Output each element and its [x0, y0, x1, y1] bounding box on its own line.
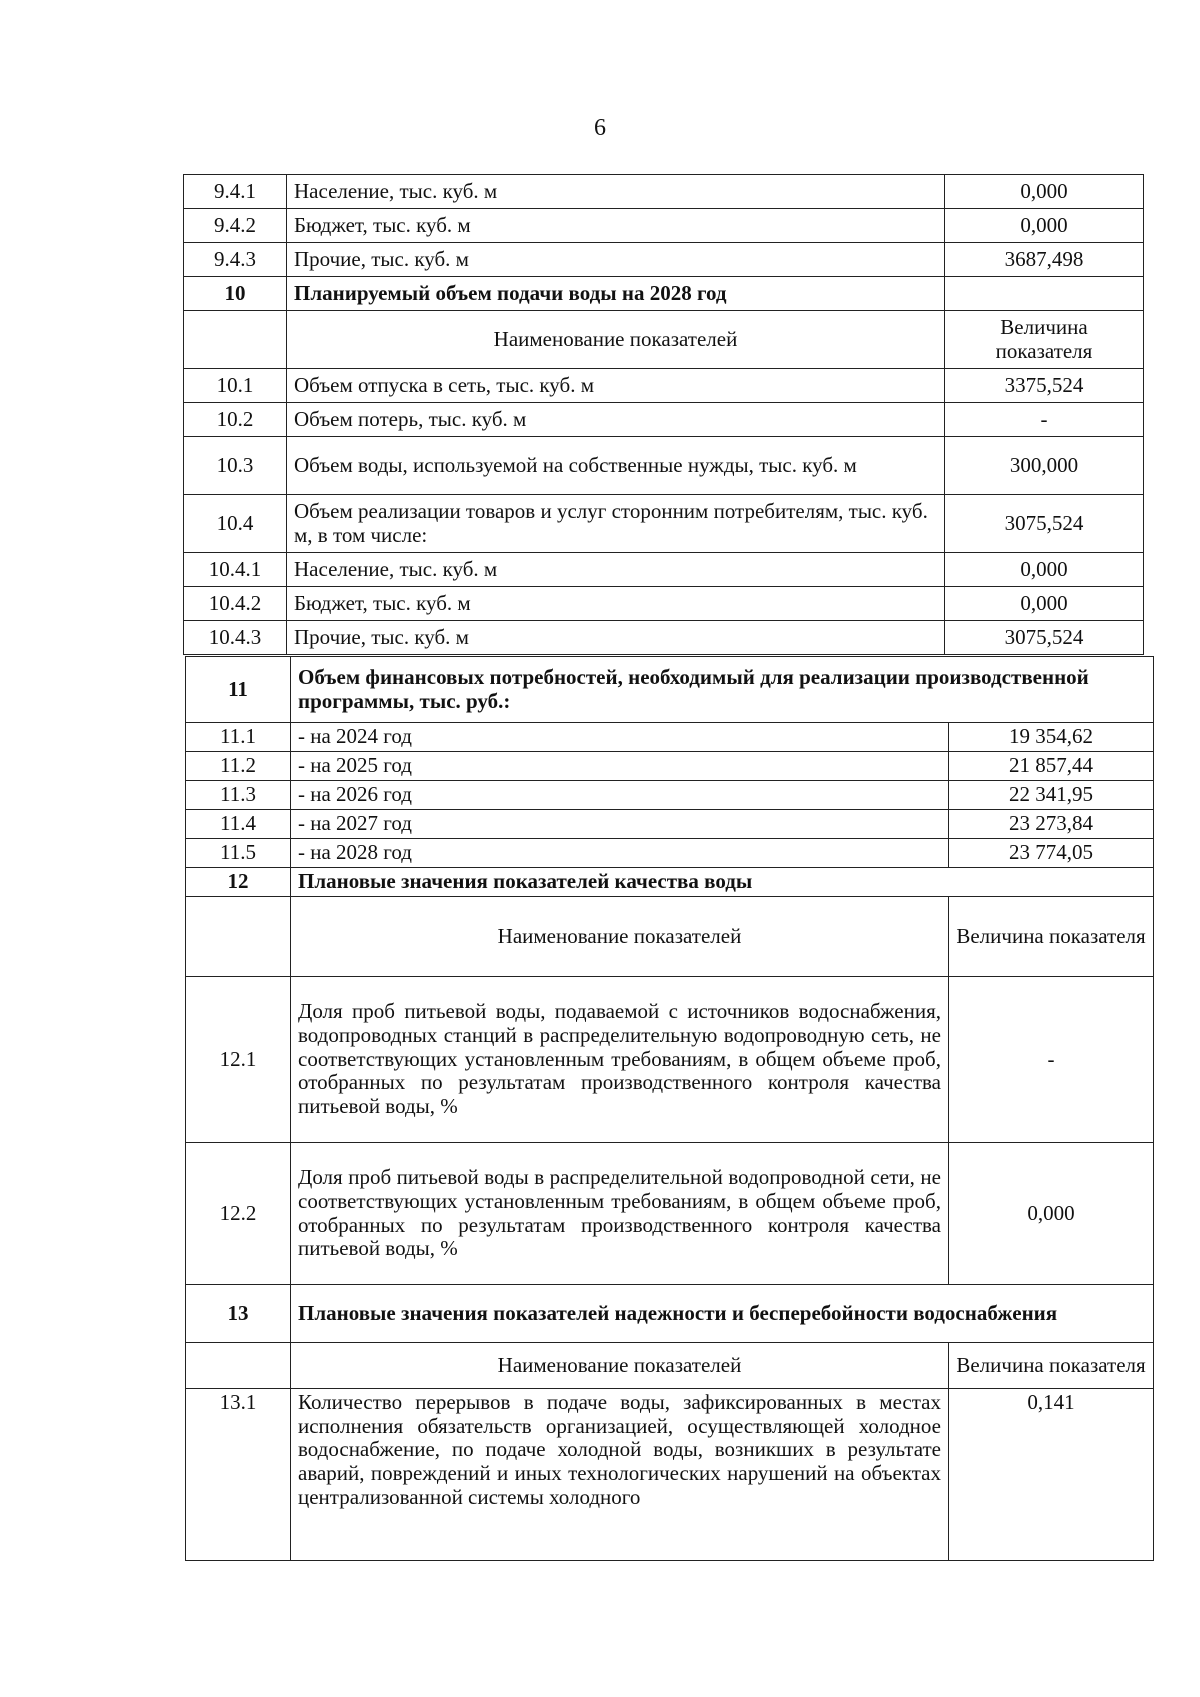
row-number: 10.2: [184, 403, 287, 437]
table-row: [184, 437, 1144, 495]
row-number: 12.2: [186, 1143, 291, 1285]
row-number: 11.4: [186, 810, 291, 839]
section-row: [186, 1285, 1154, 1343]
row-number: 11.2: [186, 752, 291, 781]
table-row: [184, 175, 1144, 209]
section-row: [186, 868, 1154, 897]
table-row: [184, 553, 1144, 587]
header-value: Величина показателя: [949, 897, 1154, 977]
row-name: Население, тыс. куб. м: [287, 553, 945, 587]
row-value: 0,000: [945, 209, 1144, 243]
header-number-empty: [186, 897, 291, 977]
header-name: Наименование показателей: [291, 1343, 949, 1389]
row-number: 10.4.3: [184, 621, 287, 655]
row-value: 0,141: [949, 1389, 1154, 1561]
row-value: 0,000: [945, 587, 1144, 621]
row-name: - на 2028 год: [291, 839, 949, 868]
row-value: 3075,524: [945, 495, 1144, 553]
header-row: [186, 897, 1154, 977]
page-number: 6: [594, 115, 606, 141]
header-number-empty: [186, 1343, 291, 1389]
table-row: [186, 977, 1154, 1143]
row-number: 9.4.3: [184, 243, 287, 277]
row-value: 0,000: [945, 553, 1144, 587]
table-row: [184, 369, 1144, 403]
row-value: 22 341,95: [949, 781, 1154, 810]
row-name: Доля проб питьевой воды, подаваемой с источников водоснабжения, водопроводных станций в распределительную водопроводную сеть, не соответствующих установленным требованиям, в общем объеме проб, отобранных по результатам производственного контроля качества питьевой воды, %: [291, 977, 949, 1143]
row-number: 13.1: [186, 1389, 291, 1561]
table-row: [186, 1143, 1154, 1285]
section-row: [184, 277, 1144, 311]
section-value-empty: [945, 277, 1144, 311]
section-title: Плановые значения показателей качества воды: [291, 868, 1154, 897]
row-number: 10.4: [184, 495, 287, 553]
row-value: 300,000: [945, 437, 1144, 495]
row-number: 12.1: [186, 977, 291, 1143]
table-row: [184, 587, 1144, 621]
row-value: 3075,524: [945, 621, 1144, 655]
table-row: [184, 243, 1144, 277]
row-number: 9.4.2: [184, 209, 287, 243]
header-value: Величина показателя: [945, 311, 1144, 369]
row-number: 10.4.1: [184, 553, 287, 587]
row-value: 19 354,62: [949, 723, 1154, 752]
row-value: 0,000: [945, 175, 1144, 209]
row-value: -: [945, 403, 1144, 437]
table-row: [186, 752, 1154, 781]
table-row: [184, 621, 1144, 655]
row-name: Объем воды, используемой на собственные нужды, тыс. куб. м: [287, 437, 945, 495]
row-name: - на 2025 год: [291, 752, 949, 781]
row-number: 10.1: [184, 369, 287, 403]
row-value: -: [949, 977, 1154, 1143]
row-name: - на 2026 год: [291, 781, 949, 810]
section-title: Планируемый объем подачи воды на 2028 год: [287, 277, 945, 311]
section-number: 10: [184, 277, 287, 311]
header-value: Величина показателя: [949, 1343, 1154, 1389]
indicators-table-lower: [185, 656, 1154, 1561]
row-value: 23 774,05: [949, 839, 1154, 868]
row-number: 10.4.2: [184, 587, 287, 621]
table-row: [186, 723, 1154, 752]
row-value: 3375,524: [945, 369, 1144, 403]
indicators-table-upper: [183, 174, 1144, 655]
row-number: 11.1: [186, 723, 291, 752]
table-row: [186, 839, 1154, 868]
row-name: Доля проб питьевой воды в распределительной водопроводной сети, не соответствующих установленным требованиям, в общем объеме проб, отобранных по результатам производственного контроля качества питьевой воды, %: [291, 1143, 949, 1285]
section-number: 11: [186, 657, 291, 723]
section-number: 13: [186, 1285, 291, 1343]
row-number: 11.5: [186, 839, 291, 868]
row-name: Количество перерывов в подаче воды, зафиксированных в местах исполнения обязательств организацией, осуществляющей холодное водоснабжение, по подаче холодной воды, возникших в результате аварий, повреждений и иных технологических нарушений на объектах централизованной системы холодного: [291, 1389, 949, 1561]
section-title: Объем финансовых потребностей, необходимый для реализации производственной программы, тыс. руб.:: [291, 657, 1154, 723]
header-row: [186, 1343, 1154, 1389]
header-number-empty: [184, 311, 287, 369]
section-title: Плановые значения показателей надежности и бесперебойности водоснабжения: [291, 1285, 1154, 1343]
header-name: Наименование показателей: [287, 311, 945, 369]
row-value: 21 857,44: [949, 752, 1154, 781]
row-name: Прочие, тыс. куб. м: [287, 621, 945, 655]
row-name: - на 2027 год: [291, 810, 949, 839]
row-name: - на 2024 год: [291, 723, 949, 752]
row-name: Бюджет, тыс. куб. м: [287, 587, 945, 621]
row-name: Объем отпуска в сеть, тыс. куб. м: [287, 369, 945, 403]
row-number: 10.3: [184, 437, 287, 495]
section-row: [186, 657, 1154, 723]
row-value: 3687,498: [945, 243, 1144, 277]
row-value: 0,000: [949, 1143, 1154, 1285]
row-value: 23 273,84: [949, 810, 1154, 839]
header-name: Наименование показателей: [291, 897, 949, 977]
row-name: Прочие, тыс. куб. м: [287, 243, 945, 277]
table-row: [186, 810, 1154, 839]
table-row: [184, 209, 1144, 243]
table-row: [184, 403, 1144, 437]
row-name: Объем потерь, тыс. куб. м: [287, 403, 945, 437]
row-number: 9.4.1: [184, 175, 287, 209]
header-row: [184, 311, 1144, 369]
table-row: [184, 495, 1144, 553]
row-name: Население, тыс. куб. м: [287, 175, 945, 209]
section-number: 12: [186, 868, 291, 897]
row-name: Бюджет, тыс. куб. м: [287, 209, 945, 243]
row-number: 11.3: [186, 781, 291, 810]
table-row: [186, 781, 1154, 810]
table-row: [186, 1389, 1154, 1561]
row-name: Объем реализации товаров и услуг сторонним потребителям, тыс. куб. м, в том числе:: [287, 495, 945, 553]
